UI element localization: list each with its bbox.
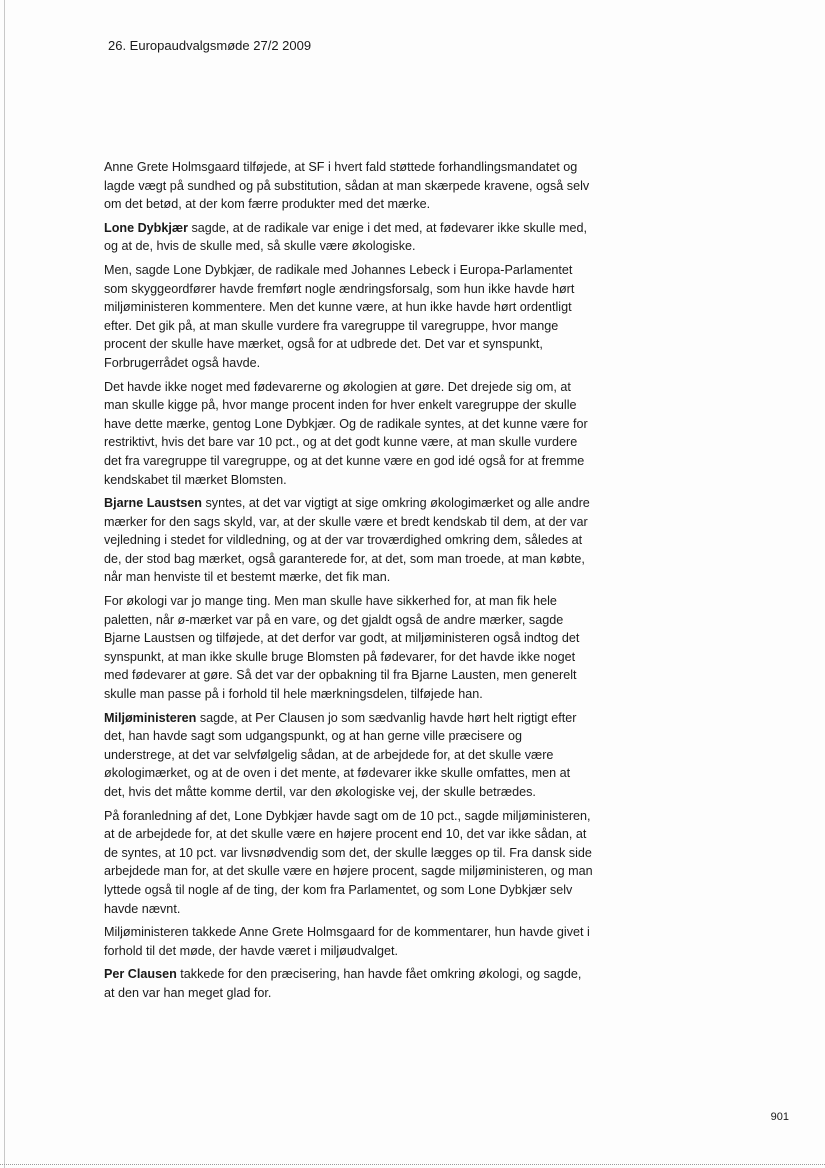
paragraph-text: Det havde ikke noget med fødevarerne og økologien at gøre. Det drejede sig om, at man skulle kigge på, hvor mange procent inden for hver enkelt varegruppe der skulle have dette mærke, gentog Lone Dybkjær. Og de radikale syntes, at det kunne være for restriktivt, hvis det bare var 10 pct., og at det godt kunne være, at man skulle vurdere det fra varegruppe til varegruppe, og at det kunne være en god idé også for at fremme kendskabet til mærket Blomsten. <box>104 379 588 487</box>
speaker-name: Per Clausen <box>104 967 177 982</box>
speaker-name: Lone Dybkjær <box>104 220 188 235</box>
paragraph-text: sagde, at Per Clausen jo som sædvanlig havde hørt helt rigtigt efter det, han havde sagt som udgangspunkt, og at han gerne ville præcisere og understrege, at det var selvfølgelig sådan, at de arbejdede for, at det skulle være økologimærket, og at de oven i det mente, at fødevarer ikke skulle omfattes, men at det, hvis det måtte komme dertil, var den økologiske vej, der skulle betrædes. <box>104 710 577 799</box>
paragraph <box>104 592 594 704</box>
paragraph <box>104 219 594 256</box>
paragraph-text: takkede for den præcisering, han havde fået omkring økologi, og sagde, at den var han meget glad for. <box>104 967 582 1000</box>
paragraph-text: Anne Grete Holmsgaard tilføjede, at SF i hvert fald støttede forhandlingsmandatet og lagde vægt på sundhed og på substitution, sådan at man skærpede kravene, også selv om det betød, at der kom færre produkter med det mærke. <box>104 160 590 212</box>
paragraph-text: Miljøministeren takkede Anne Grete Holmsgaard for de kommentarer, hun havde givet i forhold til det møde, der havde været i miljøudvalget. <box>104 925 590 958</box>
paragraph-text: På foranledning af det, Lone Dybkjær havde sagt om de 10 pct., sagde miljøministeren, at de arbejdede for, at det skulle være en højere procent end 10, det var ikke sådan, at de syntes, at 10 pct. var livsnødvendig som det, der skulle lægges op til. Fra dansk side arbejdede man for, at det skulle være en højere procent, sagde miljøministeren, og man lyttede også til nogle af de ting, der kom fra Parlamentet, og som Lone Dybkjær selv havde nævnt. <box>104 808 593 916</box>
scan-margin-line <box>4 0 5 1168</box>
paragraph <box>104 378 594 490</box>
paragraph-text: For økologi var jo mange ting. Men man skulle have sikkerhed for, at man fik hele paletten, når ø-mærket var på en vare, og det gjaldt også de andre mærker, sagde Bjarne Laustsen og tilføjede, at det derfor var godt, at miljøministeren også indtog det synspunkt, at man ikke skulle bruge Blomsten på fødevarer, for det havde ikke noget med fødevarer at gøre. Så det var der opbakning til fra Bjarne Lausten, men generelt skulle man passe på i forhold til hele mærkningsdelen, tilføjede han. <box>104 594 580 702</box>
paragraph <box>104 261 594 373</box>
scan-bottom-edge <box>0 1164 825 1166</box>
page-number: 901 <box>770 1111 789 1123</box>
page-header: 26. Europaudvalgsmøde 27/2 2009 <box>108 38 312 53</box>
paragraph <box>104 807 594 919</box>
paragraph <box>104 158 594 214</box>
paragraph <box>104 709 594 802</box>
paragraph-text: syntes, at det var vigtigt at sige omkring økologimærket og alle andre mærker for den sags skyld, var, at der skulle være et bredt kendskab til dem, at der var vejledning i stedet for vildledning, og at der var troværdighed omkring dem, således at de, der stod bag mærket, også garanterede for, at det, som man troede, at man købte, når man henviste til et bestemt mærke, det fik man. <box>104 496 590 585</box>
document-body <box>104 158 594 1008</box>
paragraph <box>104 923 594 960</box>
paragraph-text: sagde, at de radikale var enige i det med, at fødevarer ikke skulle med, og at de, hvis de skulle med, så skulle være økologiske. <box>104 220 587 254</box>
speaker-name: Miljøministeren <box>104 710 197 725</box>
paragraph <box>104 965 594 1002</box>
paragraph <box>104 494 594 587</box>
speaker-name: Bjarne Laustsen <box>104 496 202 511</box>
paragraph-text: Men, sagde Lone Dybkjær, de radikale med Johannes Lebeck i Europa-Parlamentet som skyggeordfører havde fremført nogle ændringsforsalg, som hun ikke havde hørt miljøministeren kommentere. Men det kunne være, at hun ikke havde hørt ordentligt efter. Det gik på, at man skulle vurdere fra varegruppe til varegruppe, hvor mange procent der skulle have mærket, også for at udbrede det. Det var et synspunkt, Forbrugerrådet også havde. <box>104 262 575 370</box>
